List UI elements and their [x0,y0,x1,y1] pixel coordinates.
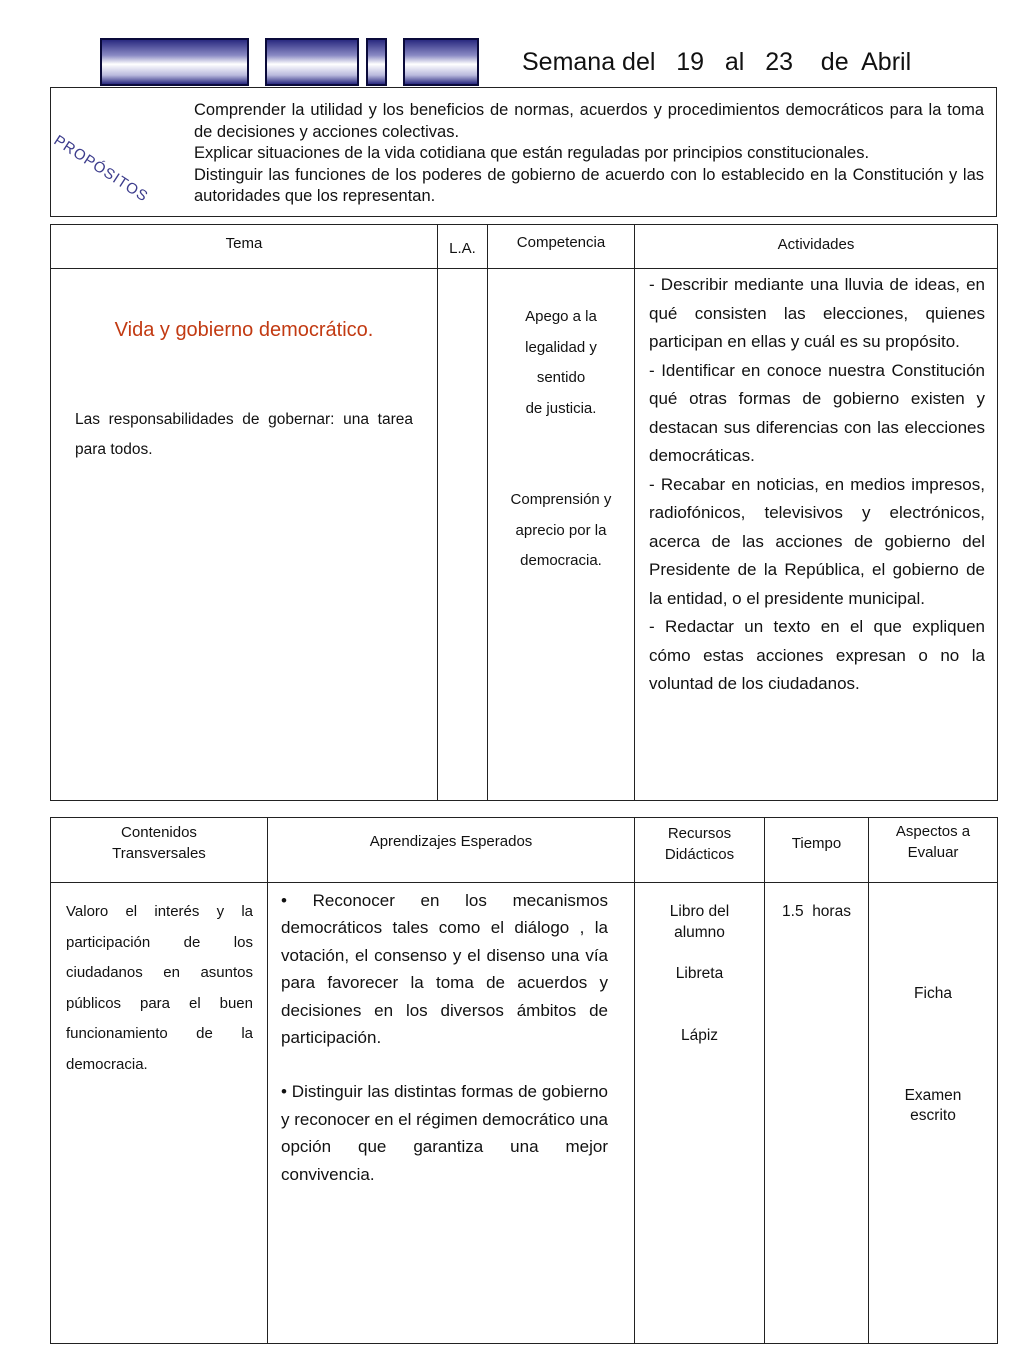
topic-subtitle: Las responsabilidades de gobernar: una tarea para todos. [75,411,413,458]
header-actividades: Actividades [635,225,998,269]
header-contenidos: Contenidos Transversales [51,818,268,883]
purposes-label: PROPÓSITOS [50,132,152,206]
tiempo-cell: 1.5 horas [765,883,869,1344]
activity-item: - Recabar en noticias, en medios impresos, radiofónicos, televisivos y electrónicos, acerca de las acciones de gobierno del Presidente de la República, el gobierno de la entidad, o el presidente municipal. [649,474,985,608]
purpose-item: Comprender la utilidad y los beneficios de normas, acuerdos y procedimientos democráticos para la toma de decisiones y acciones colectivas. [194,101,984,141]
aspectos-cell: Ficha Examen escrito [869,883,998,1344]
header-tiempo: Tiempo [765,818,869,883]
header-recursos: Recursos Didácticos [635,818,765,883]
recursos-cell: Libro del alumno Libreta Lápiz [635,883,765,1344]
topic-title: Vida y gobierno democrático. [114,319,374,341]
header-la: L.A. [438,225,488,269]
header-tab-2 [265,38,359,86]
competencia-2: Comprensión y aprecio por la democracia. [510,491,612,569]
header-aprendizajes: Aprendizajes Esperados [268,818,635,883]
activity-item: - Identificar en conoce nuestra Constitución qué otras formas de gobierno existen y destacan sus diferencias con las elecciones democráticas. [649,360,985,465]
tema-cell [51,269,438,801]
header-tab-3 [366,38,387,86]
header-aspectos: Aspectos a Evaluar [869,818,998,883]
la-cell [438,269,488,801]
activity-item: - Describir mediante una lluvia de ideas, en qué consisten las elecciones, quienes participan en ellas y cuál es su propósito. [649,275,985,351]
purposes-text [194,100,984,208]
header-tab-1 [100,38,249,86]
plan-table [50,224,998,801]
evaluation-table [50,817,998,1344]
purpose-item: Explicar situaciones de la vida cotidiana que están reguladas por principios constitucionales. [194,144,870,162]
activity-item: - Redactar un texto en el que expliquen cómo estas acciones expresan o no la voluntad de los ciudadanos. [649,617,985,693]
aprendizajes-cell [268,883,635,1344]
header-competencia: Competencia [488,225,635,269]
learning-item: • Reconocer en los mecanismos democráticos tales como el diálogo , la votación, el consenso y el disenso una vía para favorecer la toma de acuerdos y decisiones en los diversos ámbitos de participación. [281,891,608,1048]
purpose-item: Distinguir las funciones de los poderes de gobierno de acuerdo con lo establecido en la Constitución y las autoridades que los representan. [194,165,984,205]
actividades-cell [635,269,998,801]
competencia-1: Apego a la legalidad y sentido de justicia. [525,308,597,417]
contenidos-cell: Valoro el interés y la participación de los ciudadanos en asuntos públicos para el buen funcionamiento de la democracia. [51,883,268,1344]
header-tema: Tema [51,225,438,269]
week-title: Semana del 19 al 23 de Abril [522,48,912,76]
learning-item: • Distinguir las distintas formas de gobierno y reconocer en el régimen democrático una opción que garantiza una mejor convivencia. [281,1082,608,1184]
header-tab-4 [403,38,479,86]
competencia-cell [488,269,635,801]
